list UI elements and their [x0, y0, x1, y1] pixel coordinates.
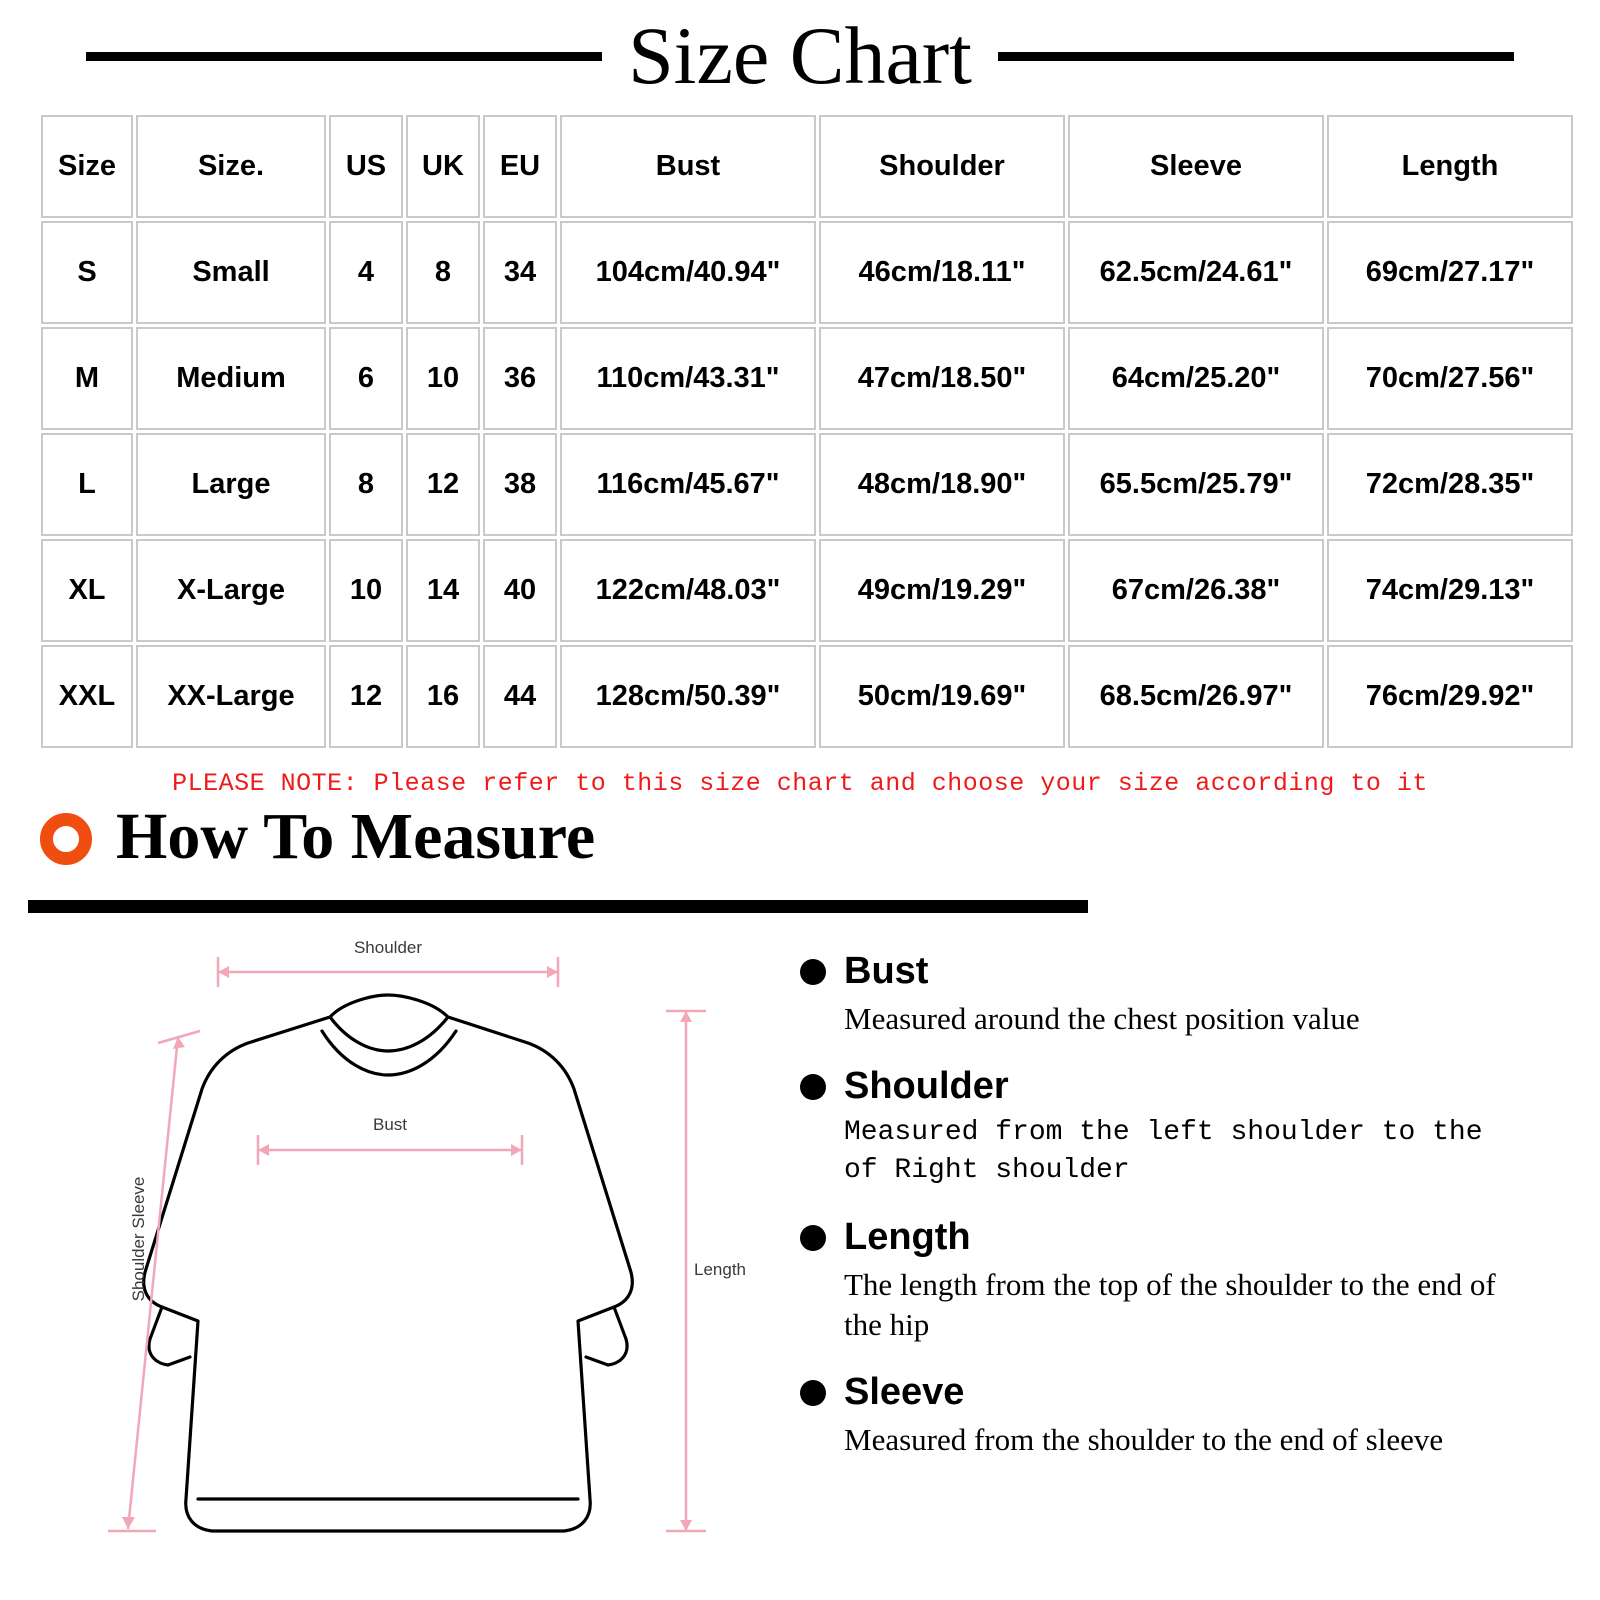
cell-us: 10	[329, 539, 403, 642]
cell-sleeve: 64cm/25.20"	[1068, 327, 1324, 430]
column-header-shoulder: Shoulder	[819, 115, 1065, 218]
table-row	[41, 327, 1573, 430]
sleeve-dimension	[108, 1031, 200, 1531]
cell-shoulder: 46cm/18.11"	[819, 221, 1065, 324]
cell-sleeve: 68.5cm/26.97"	[1068, 645, 1324, 748]
definition-shoulder	[800, 1066, 1570, 1191]
how-to-measure-underline	[28, 900, 1088, 913]
label-shoulder: Shoulder	[353, 939, 423, 957]
cell-sleeve: 67cm/26.38"	[1068, 539, 1324, 642]
cell-length: 70cm/27.56"	[1327, 327, 1573, 430]
cell-length: 69cm/27.17"	[1327, 221, 1573, 324]
cell-size: M	[41, 327, 133, 430]
please-note-text: PLEASE NOTE: Please refer to this size chart and choose your size according to it	[172, 769, 1428, 798]
column-header-bust: Bust	[560, 115, 816, 218]
definition-term: Length	[844, 1215, 971, 1258]
cell-uk: 12	[406, 433, 480, 536]
cell-shoulder: 48cm/18.90"	[819, 433, 1065, 536]
definition-term: Bust	[844, 950, 929, 992]
label-bust: Bust	[372, 1115, 408, 1134]
definition-description: Measured around the chest position value	[844, 1000, 1360, 1036]
label-shoulder-sleeve: Shoulder Sleeve	[129, 1176, 148, 1302]
cell-size: L	[41, 433, 133, 536]
column-header-size: Size	[41, 115, 133, 218]
definition-description: The length from the top of the shoulder to the end of the hip	[844, 1266, 1496, 1343]
how-to-measure-header	[0, 798, 1600, 890]
cell-eu: 44	[483, 645, 557, 748]
label-length: Length	[694, 1260, 746, 1279]
definition-sleeve	[800, 1372, 1570, 1461]
bullet-dot-icon	[800, 1225, 826, 1251]
cell-size-name: Large	[136, 433, 326, 536]
ring-bullet-icon	[40, 813, 92, 865]
cell-size: S	[41, 221, 133, 324]
definition-term: Shoulder	[844, 1064, 1009, 1107]
garment-diagram	[30, 939, 770, 1579]
page-title-row	[0, 0, 1600, 112]
definition-description: Measured from the shoulder to the end of sleeve	[844, 1422, 1444, 1458]
cell-us: 8	[329, 433, 403, 536]
sweatshirt-outline	[144, 995, 633, 1531]
cell-size-name: Medium	[136, 327, 326, 430]
bullet-dot-icon	[800, 1380, 826, 1406]
how-to-measure-title: How To Measure	[116, 800, 596, 873]
measure-section	[0, 913, 1600, 1579]
cell-bust: 122cm/48.03"	[560, 539, 816, 642]
cell-sleeve: 62.5cm/24.61"	[1068, 221, 1324, 324]
cell-shoulder: 50cm/19.69"	[819, 645, 1065, 748]
column-header-sleeve: Sleeve	[1068, 115, 1324, 218]
column-header-size-name: Size.	[136, 115, 326, 218]
cell-uk: 8	[406, 221, 480, 324]
cell-bust: 116cm/45.67"	[560, 433, 816, 536]
cell-uk: 16	[406, 645, 480, 748]
cell-shoulder: 47cm/18.50"	[819, 327, 1065, 430]
column-header-uk: UK	[406, 115, 480, 218]
title-rule-right	[998, 52, 1514, 61]
cell-sleeve: 65.5cm/25.79"	[1068, 433, 1324, 536]
bullet-dot-icon	[800, 959, 826, 985]
cell-bust: 128cm/50.39"	[560, 645, 816, 748]
cell-length: 76cm/29.92"	[1327, 645, 1573, 748]
cell-size-name: XX-Large	[136, 645, 326, 748]
cell-shoulder: 49cm/19.29"	[819, 539, 1065, 642]
page-title: Size Chart	[628, 10, 972, 101]
table-row	[41, 645, 1573, 748]
cell-us: 4	[329, 221, 403, 324]
table-row	[41, 539, 1573, 642]
table-row	[41, 433, 1573, 536]
cell-eu: 40	[483, 539, 557, 642]
cell-size: XL	[41, 539, 133, 642]
cell-length: 74cm/29.13"	[1327, 539, 1573, 642]
cell-us: 12	[329, 645, 403, 748]
cell-uk: 10	[406, 327, 480, 430]
column-header-us: US	[329, 115, 403, 218]
definition-term: Sleeve	[844, 1371, 965, 1414]
definition-bust	[800, 951, 1570, 1040]
cell-us: 6	[329, 327, 403, 430]
size-table-wrapper	[0, 112, 1600, 751]
table-row	[41, 221, 1573, 324]
cell-size: XXL	[41, 645, 133, 748]
cell-bust: 104cm/40.94"	[560, 221, 816, 324]
title-rule-left	[86, 52, 602, 61]
cell-eu: 34	[483, 221, 557, 324]
bullet-dot-icon	[800, 1074, 826, 1100]
cell-size-name: Small	[136, 221, 326, 324]
cell-uk: 14	[406, 539, 480, 642]
cell-bust: 110cm/43.31"	[560, 327, 816, 430]
cell-size-name: X-Large	[136, 539, 326, 642]
measurement-definitions	[770, 939, 1570, 1579]
column-header-eu: EU	[483, 115, 557, 218]
cell-length: 72cm/28.35"	[1327, 433, 1573, 536]
bust-dimension	[258, 1135, 522, 1165]
table-header-row	[41, 115, 1573, 218]
size-chart-table	[38, 112, 1576, 751]
cell-eu: 36	[483, 327, 557, 430]
column-header-length: Length	[1327, 115, 1573, 218]
definition-length	[800, 1217, 1570, 1347]
cell-eu: 38	[483, 433, 557, 536]
shoulder-dimension	[218, 957, 558, 987]
definition-description: Measured from the left shoulder to the of Right shoulder	[844, 1116, 1483, 1187]
